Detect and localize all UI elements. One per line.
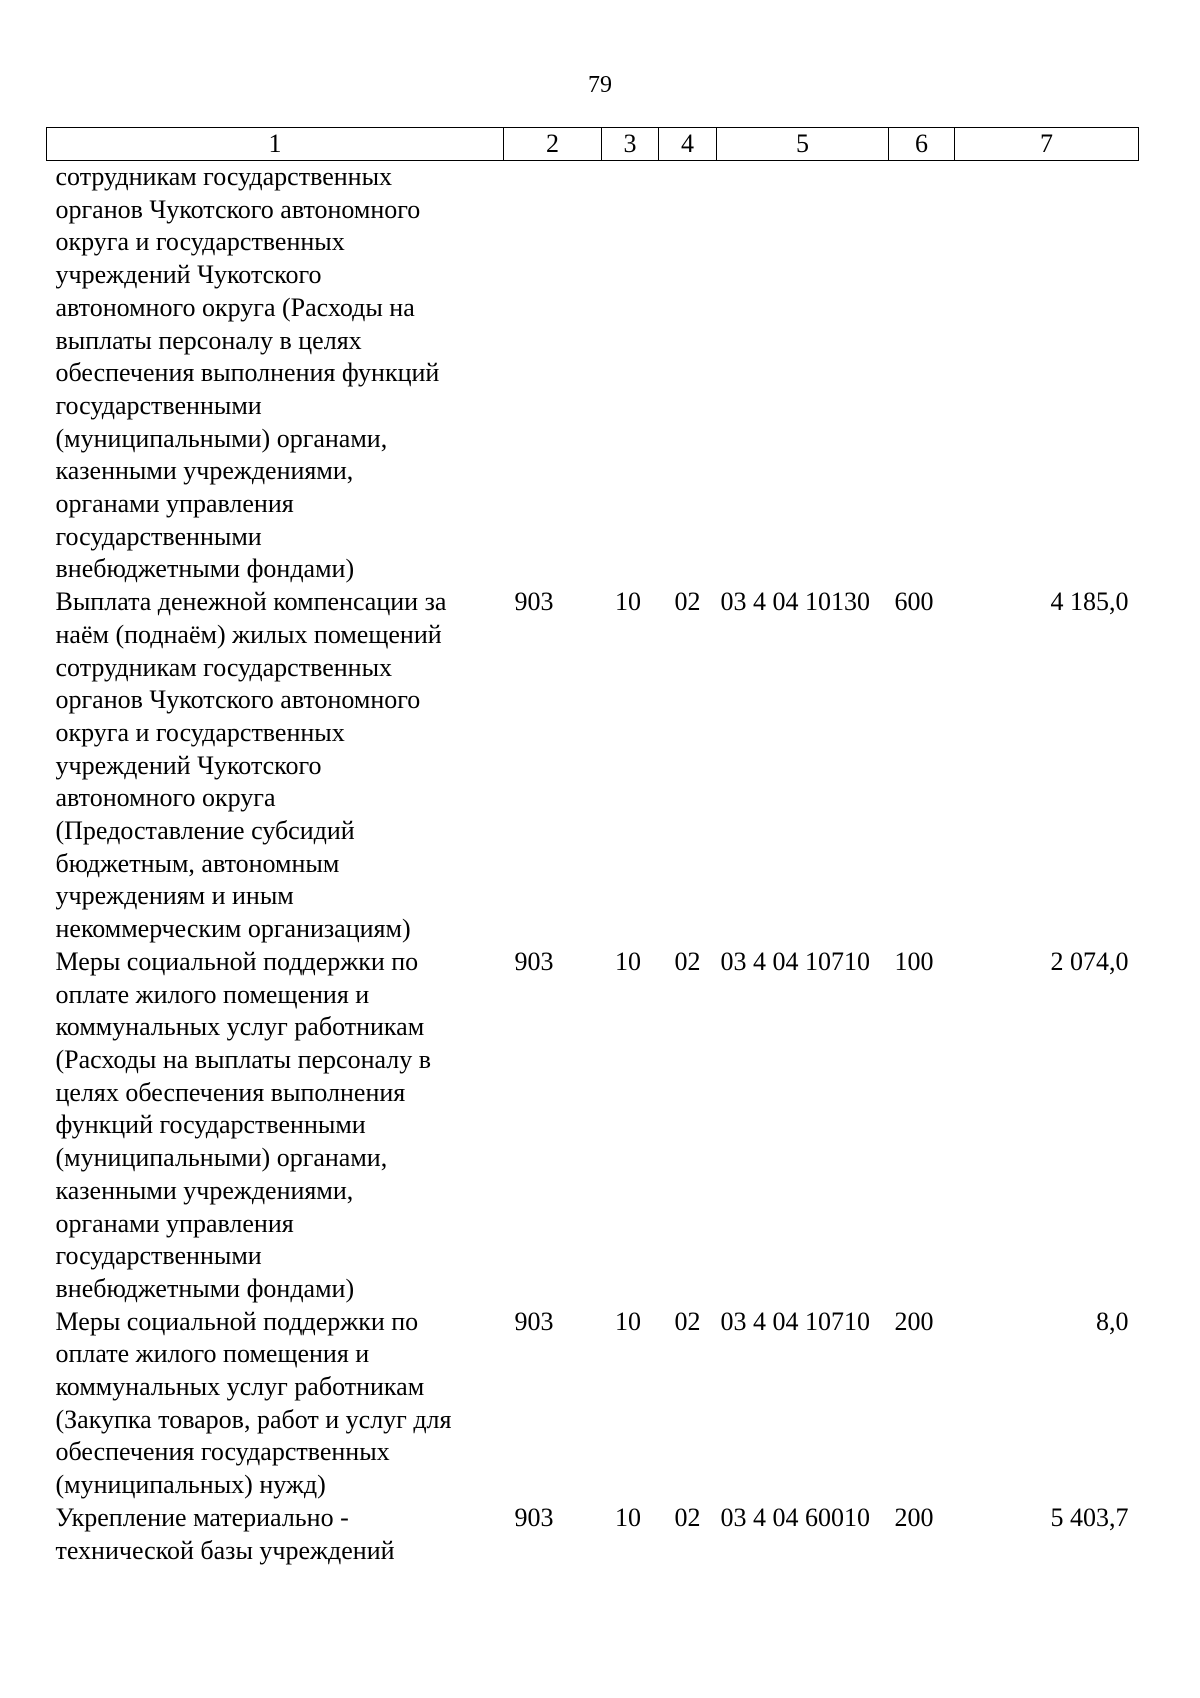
row-subsection: 02 [674,946,701,976]
row-description: Выплата денежной компенсации за наём (поднаём) жилых помещений сотрудникам государственных органов Чукотского автономного округа и государственных учреждений Чукотского автономного округа (Предоставление субсидий бюджетным, автономным учреждениям и иным некоммерческим организациям) [55,587,447,944]
row-subsection: 02 [674,1306,701,1336]
row-section: 10 [615,1306,641,1336]
row-expense-type: 100 [894,946,934,976]
row-amount: 2 074,0 [1050,946,1129,976]
header-col-2: 2 [504,128,602,161]
header-col-1: 1 [47,128,504,161]
row-expense-type [889,161,955,587]
row-expense-type: 600 [894,587,934,617]
row-description: сотрудникам государственных органов Чукотского автономного округа и государственных учреждений Чукотского автономного округа (Расходы на выплаты персоналу в целях обеспечения выполнения функций государственными (муниципальными) органами, казенными учреждениями, органами управления государственными внебюджетными фондами) [55,162,440,584]
row-amount [955,161,1139,587]
row-subsection: 02 [674,587,701,617]
row-subsection [659,161,717,587]
row-amount: 8,0 [1096,1306,1129,1336]
header-col-3: 3 [602,128,659,161]
row-amount: 4 185,0 [1050,587,1129,617]
row-target-article: 03 4 04 10710 [720,1306,870,1336]
table-row [47,1306,1139,1502]
row-section: 10 [615,587,641,617]
row-target-article: 03 4 04 10710 [720,946,870,976]
row-admin-code: 903 [514,587,554,617]
header-col-6: 6 [889,128,955,161]
table-row [47,946,1139,1306]
row-subsection: 02 [674,1502,701,1532]
table-row [47,586,1139,946]
table-row [47,1502,1139,1567]
row-expense-type: 200 [894,1306,934,1336]
row-section: 10 [615,1502,641,1532]
row-admin-code: 903 [514,946,554,976]
row-amount: 5 403,7 [1050,1502,1129,1532]
table-header [47,128,1139,161]
header-col-7: 7 [955,128,1139,161]
row-description: Меры социальной поддержки по оплате жилого помещения и коммунальных услуг работникам (Расходы на выплаты персоналу в целях обеспечения выполнения функций государственными (муниципальными) органами, казенными учреждениями, органами управления государственными внебюджетными фондами) [55,946,432,1303]
row-expense-type: 200 [894,1502,934,1532]
row-section [602,161,659,587]
row-target-article: 03 4 04 10130 [720,587,870,617]
row-description: Укрепление материально - технической базы учреждений [55,1502,395,1565]
table-body [47,161,1139,1568]
row-target-article [717,161,889,587]
budget-table [46,127,1139,1567]
header-col-5: 5 [717,128,889,161]
row-description: Меры социальной поддержки по оплате жилого помещения и коммунальных услуг работникам (Закупка товаров, работ и услуг для обеспечения государственных (муниципальных) нужд) [55,1306,452,1500]
header-row [47,128,1139,161]
row-section: 10 [615,946,641,976]
header-col-4: 4 [659,128,717,161]
row-admin-code: 903 [514,1306,554,1336]
row-admin-code [504,161,602,587]
table-row [47,161,1139,587]
page-number: 79 [588,72,612,98]
row-admin-code: 903 [514,1502,554,1532]
row-target-article: 03 4 04 60010 [720,1502,870,1532]
